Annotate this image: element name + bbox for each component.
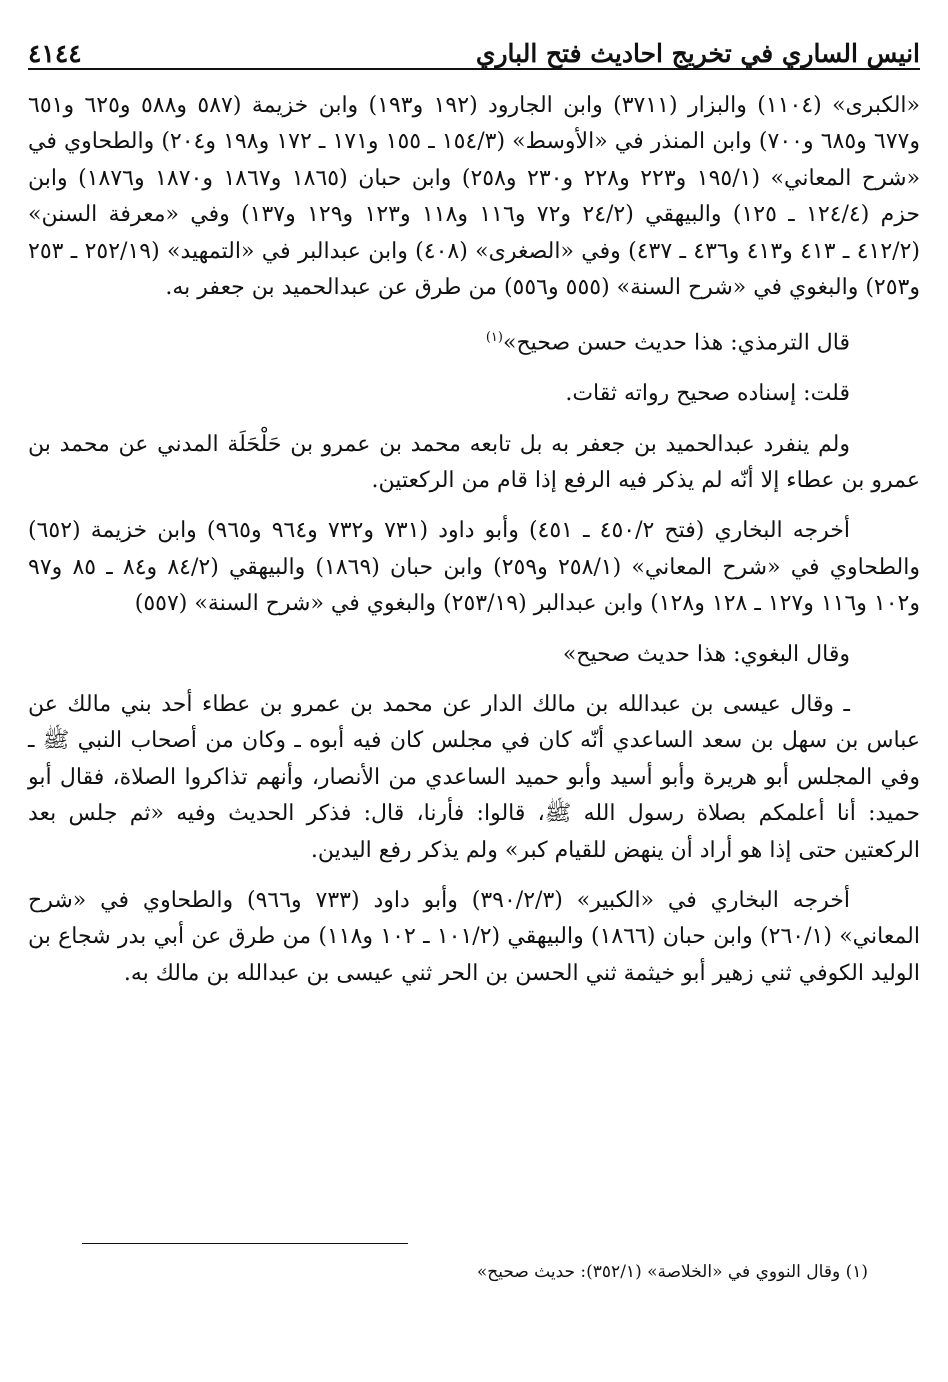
paragraph-tirmidhi — [28, 320, 920, 362]
paragraph-isa-hadith: ـ وقال عيسى بن عبدالله بن مالك الدار عن محمد بن عمرو بن عطاء أحد بني مالك عن عباس بن سهل بن سعد الساعدي أنّه كان في مجلس كان فيه أبوه ـ وكان من أصحاب النبي ﷺ ـ وفي المجلس أبو هريرة وأبو أسيد وأبو حميد الساعدي من الأنصار، وأنهم تذاكروا الصلاة، فقال أبو حميد: أنا أعلمكم بصلاة رسول الله ﷺ، قالوا: فأرنا، قال: فذكر الحديث وفيه «ثم جلس بعد الركعتين حتى إذا هو أراد أن ينهض للقيام كبر» ولم يذكر رفع اليدين. — [28, 692, 921, 863]
running-title: انيس الساري في تخريج احاديث فتح الباري — [475, 39, 920, 68]
body-text — [28, 88, 920, 1006]
page-number: ٤١٤٤ — [28, 39, 82, 68]
paragraph-sources-2: أخرجه البخاري (فتح ٤٥٠/٢ ـ ٤٥١) وأبو داود (٧٣١ و٧٣٢ و٩٦٤ و٩٦٥) وابن خزيمة (٦٥٢) والطحاوي في «شرح المعاني» (٢٥٨/١ و٢٥٩) وابن حبان (١٨٦٩) والبيهقي (٨٤/٢ و٨٤ ـ ٨٥ و٩٧ و١٠٢ و١١٦ و١٢٧ ـ ١٢٨ و١٢٨) وابن عبدالبر (٢٥٣/١٩) والبغوي في «شرح السنة» (٥٥٧) — [28, 518, 920, 617]
header-rule — [28, 68, 920, 70]
paragraph-qultu: قلت: إسناده صحيح رواته ثقات. — [565, 381, 850, 407]
footnote: (١) وقال النووي في «الخلاصة» (٣٥٢/١): حديث صحيح» — [476, 1262, 868, 1282]
paragraph-sources-3: أخرجه البخاري في «الكبير» (٣٩٠/٢/٣) وأبو داود (٧٣٣ و٩٦٦) والطحاوي في «شرح المعاني» (٢٦٠/١) وابن حبان (١٨٦٦) والبيهقي (١٠١/٢ ـ ١٠٢ و١١٨) من طرق عن أبي بدر شجاع بن الوليد الكوفي ثني زهير أبو خيثمة ثني الحسن بن الحر ثني عيسى بن عبدالله بن مالك به. — [28, 888, 920, 986]
footnote-marker: (١) — [485, 330, 503, 346]
tirmidhi-quote: قال الترمذي: هذا حديث حسن صحيح» — [502, 330, 850, 356]
page-header — [28, 22, 920, 68]
paragraph-tabaahu: ولم ينفرد عبدالحميد بن جعفر به بل تابعه محمد بن عمرو بن حَلْحَلَة المدني عن محمد بن عمرو بن عطاء إلا أنّه لم يذكر فيه الرفع إذا قام من الركعتين. — [28, 431, 920, 493]
paragraph-baghawi: وقال البغوي: هذا حديث صحيح» — [562, 641, 850, 667]
footnote-rule — [82, 1243, 408, 1244]
paragraph-sources-1: «الكبرى» (١١٠٤) والبزار (٣٧١١) وابن الجارود (١٩٢ و١٩٣) وابن خزيمة (٥٨٧ و٥٨٨ و٦٢٥ و٦٥١ و٦٧٧ و٦٨٥ و٧٠٠) وابن المنذر في «الأوسط» (١٥٤/٣ ـ ١٥٥ و١٧١ ـ ١٧٢ و١٩٨ و٢٠٤) والطحاوي في «شرح المعاني» (١٩٥/١ و٢٢٣ و٢٢٨ و٢٣٠ و٢٥٨) وابن حبان (١٨٦٥ و١٨٦٧ و١٨٧٠ و١٨٧٦) وابن حزم (١٢٤/٤ ـ ١٢٥) والبيهقي (٢٤/٢ و٧٢ و١١٦ و١١٨ و١٢٣ و١٢٩ و١٣٧) وفي «معرفة السنن» (٤١٢/٢ ـ ٤١٣ و٤١٣ و٤٣٦ ـ ٤٣٧) وفي «الصغرى» (٤٠٨) وابن عبدالبر في «التمهيد» (٢٥٢/١٩ ـ ٢٥٣ و٢٥٣) والبغوي في «شرح السنة» (٥٥٥ و٥٥٦) من طرق عن عبدالحميد بن جعفر به. — [28, 93, 921, 301]
